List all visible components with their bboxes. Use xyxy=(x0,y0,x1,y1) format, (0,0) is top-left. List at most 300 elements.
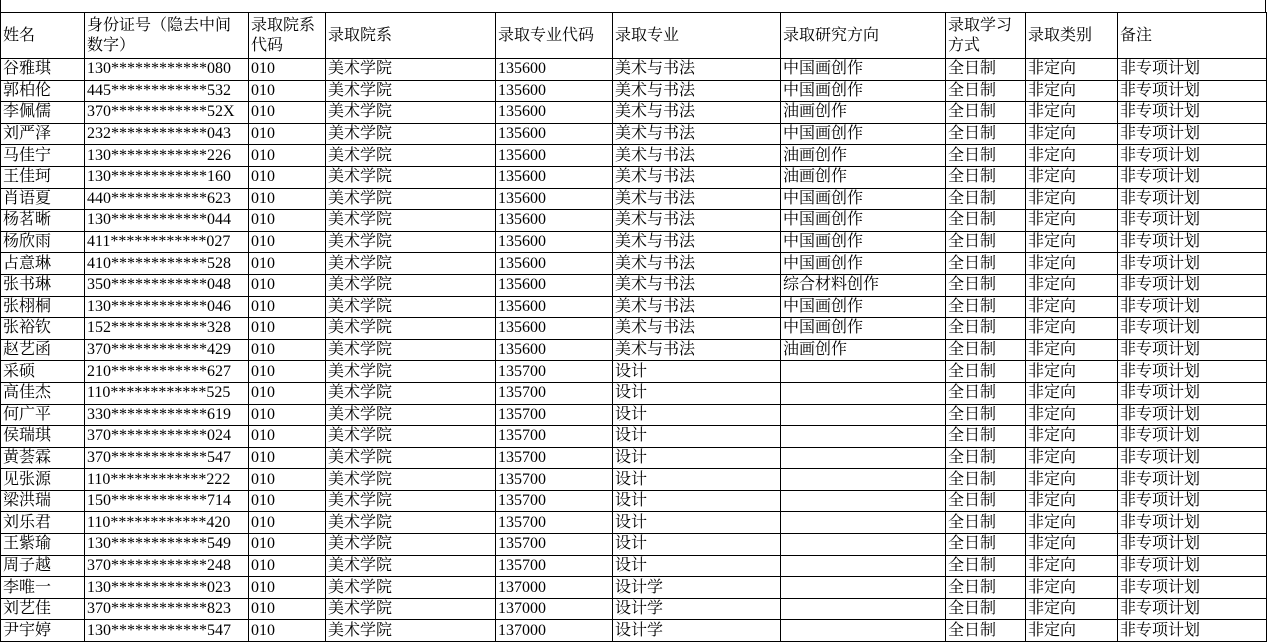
cell-dept: 美术学院 xyxy=(326,231,496,253)
cell-study-mode: 全日制 xyxy=(946,296,1026,318)
column-header-name: 姓名 xyxy=(1,13,85,59)
cell-major-code: 135600 xyxy=(496,253,613,275)
cell-dept-code: 010 xyxy=(249,534,326,556)
cell-name: 周子越 xyxy=(1,555,85,577)
cell-dept: 美术学院 xyxy=(326,620,496,642)
column-header-major: 录取专业 xyxy=(613,13,781,59)
cell-dept-code: 010 xyxy=(249,577,326,599)
cell-category: 非定向 xyxy=(1026,80,1118,102)
cell-direction xyxy=(781,555,946,577)
cell-dept-code: 010 xyxy=(249,210,326,232)
cell-dept: 美术学院 xyxy=(326,555,496,577)
cell-dept: 美术学院 xyxy=(326,80,496,102)
cell-dept-code: 010 xyxy=(249,426,326,448)
cell-study-mode: 全日制 xyxy=(946,210,1026,232)
cell-remark: 非专项计划 xyxy=(1118,469,1267,491)
cell-study-mode: 全日制 xyxy=(946,426,1026,448)
cell-id-number: 370************823 xyxy=(85,598,249,620)
cell-major: 设计 xyxy=(613,404,781,426)
table-row xyxy=(1,555,1267,577)
cell-remark: 非专项计划 xyxy=(1118,188,1267,210)
cell-remark: 非专项计划 xyxy=(1118,447,1267,469)
cell-name: 梁洪瑞 xyxy=(1,490,85,512)
table-row xyxy=(1,490,1267,512)
cell-id-number: 370************429 xyxy=(85,339,249,361)
cell-id-number: 130************547 xyxy=(85,620,249,642)
cell-id-number: 130************046 xyxy=(85,296,249,318)
cell-dept: 美术学院 xyxy=(326,404,496,426)
cell-major-code: 135700 xyxy=(496,469,613,491)
cell-study-mode: 全日制 xyxy=(946,382,1026,404)
cell-dept-code: 010 xyxy=(249,620,326,642)
cell-dept-code: 010 xyxy=(249,274,326,296)
cell-remark: 非专项计划 xyxy=(1118,426,1267,448)
cell-category: 非定向 xyxy=(1026,534,1118,556)
cell-name: 张裕钦 xyxy=(1,318,85,340)
cell-major-code: 135600 xyxy=(496,318,613,340)
cell-study-mode: 全日制 xyxy=(946,361,1026,383)
cell-direction xyxy=(781,469,946,491)
cell-major-code: 135700 xyxy=(496,534,613,556)
table-row xyxy=(1,253,1267,275)
column-header-dept: 录取院系 xyxy=(326,13,496,59)
cell-major: 美术与书法 xyxy=(613,296,781,318)
cell-dept-code: 010 xyxy=(249,447,326,469)
cell-category: 非定向 xyxy=(1026,166,1118,188)
cell-id-number: 370************248 xyxy=(85,555,249,577)
cell-dept-code: 010 xyxy=(249,512,326,534)
cell-direction: 中国画创作 xyxy=(781,318,946,340)
cell-direction xyxy=(781,426,946,448)
cell-category: 非定向 xyxy=(1026,59,1118,81)
cell-category: 非定向 xyxy=(1026,447,1118,469)
cell-name: 何广平 xyxy=(1,404,85,426)
cell-dept: 美术学院 xyxy=(326,598,496,620)
cell-major-code: 135600 xyxy=(496,231,613,253)
cell-remark: 非专项计划 xyxy=(1118,59,1267,81)
cell-major-code: 137000 xyxy=(496,620,613,642)
table-row xyxy=(1,80,1267,102)
cell-dept-code: 010 xyxy=(249,490,326,512)
cell-name: 黄荟霖 xyxy=(1,447,85,469)
cell-id-number: 110************525 xyxy=(85,382,249,404)
cell-dept: 美术学院 xyxy=(326,274,496,296)
cell-id-number: 130************044 xyxy=(85,210,249,232)
cell-study-mode: 全日制 xyxy=(946,620,1026,642)
cell-dept: 美术学院 xyxy=(326,490,496,512)
cell-remark: 非专项计划 xyxy=(1118,598,1267,620)
cell-study-mode: 全日制 xyxy=(946,534,1026,556)
cell-direction xyxy=(781,598,946,620)
cell-direction xyxy=(781,534,946,556)
cell-name: 马佳宁 xyxy=(1,145,85,167)
cell-major-code: 135700 xyxy=(496,426,613,448)
cell-major: 美术与书法 xyxy=(613,274,781,296)
cell-major: 美术与书法 xyxy=(613,339,781,361)
column-header-direction: 录取研究方向 xyxy=(781,13,946,59)
cell-direction: 中国画创作 xyxy=(781,188,946,210)
cell-major-code: 135600 xyxy=(496,166,613,188)
table-row xyxy=(1,296,1267,318)
cell-major: 设计 xyxy=(613,534,781,556)
cell-category: 非定向 xyxy=(1026,296,1118,318)
cell-major: 设计 xyxy=(613,382,781,404)
cell-id-number: 130************023 xyxy=(85,577,249,599)
table-row xyxy=(1,361,1267,383)
cell-dept: 美术学院 xyxy=(326,59,496,81)
cell-name: 赵艺函 xyxy=(1,339,85,361)
cell-id-number: 110************222 xyxy=(85,469,249,491)
cell-direction: 油画创作 xyxy=(781,145,946,167)
cell-study-mode: 全日制 xyxy=(946,253,1026,275)
cell-major-code: 135600 xyxy=(496,59,613,81)
cell-remark: 非专项计划 xyxy=(1118,555,1267,577)
cell-id-number: 152************328 xyxy=(85,318,249,340)
cell-category: 非定向 xyxy=(1026,253,1118,275)
cell-category: 非定向 xyxy=(1026,620,1118,642)
column-header-id-number: 身份证号（隐去中间数字） xyxy=(85,13,249,59)
cell-category: 非定向 xyxy=(1026,490,1118,512)
cell-dept-code: 010 xyxy=(249,296,326,318)
cell-id-number: 110************420 xyxy=(85,512,249,534)
column-header-major-code: 录取专业代码 xyxy=(496,13,613,59)
cell-study-mode: 全日制 xyxy=(946,577,1026,599)
cell-major-code: 135700 xyxy=(496,512,613,534)
cell-dept-code: 010 xyxy=(249,339,326,361)
cell-study-mode: 全日制 xyxy=(946,188,1026,210)
cell-remark: 非专项计划 xyxy=(1118,361,1267,383)
cell-major: 设计 xyxy=(613,426,781,448)
cell-study-mode: 全日制 xyxy=(946,339,1026,361)
table-row xyxy=(1,231,1267,253)
cell-id-number: 330************619 xyxy=(85,404,249,426)
cell-id-number: 130************080 xyxy=(85,59,249,81)
cell-remark: 非专项计划 xyxy=(1118,145,1267,167)
cell-category: 非定向 xyxy=(1026,102,1118,124)
cell-major: 美术与书法 xyxy=(613,166,781,188)
cell-major: 设计 xyxy=(613,512,781,534)
cell-study-mode: 全日制 xyxy=(946,59,1026,81)
cell-name: 张书琳 xyxy=(1,274,85,296)
cell-direction: 油画创作 xyxy=(781,166,946,188)
cell-category: 非定向 xyxy=(1026,512,1118,534)
cell-major-code: 137000 xyxy=(496,577,613,599)
cell-study-mode: 全日制 xyxy=(946,490,1026,512)
cell-name: 王佳珂 xyxy=(1,166,85,188)
cell-remark: 非专项计划 xyxy=(1118,123,1267,145)
cell-category: 非定向 xyxy=(1026,577,1118,599)
table-row xyxy=(1,598,1267,620)
table-row xyxy=(1,620,1267,642)
cell-name: 采硕 xyxy=(1,361,85,383)
cell-study-mode: 全日制 xyxy=(946,447,1026,469)
cell-direction: 中国画创作 xyxy=(781,253,946,275)
cell-dept-code: 010 xyxy=(249,469,326,491)
cell-id-number: 350************048 xyxy=(85,274,249,296)
cell-category: 非定向 xyxy=(1026,426,1118,448)
cell-remark: 非专项计划 xyxy=(1118,102,1267,124)
cell-dept: 美术学院 xyxy=(326,426,496,448)
cell-direction xyxy=(781,490,946,512)
cell-category: 非定向 xyxy=(1026,555,1118,577)
cell-dept: 美术学院 xyxy=(326,512,496,534)
cell-dept: 美术学院 xyxy=(326,361,496,383)
table-row xyxy=(1,577,1267,599)
cell-category: 非定向 xyxy=(1026,339,1118,361)
cell-name: 肖语夏 xyxy=(1,188,85,210)
table-body xyxy=(1,59,1267,642)
cell-major: 设计学 xyxy=(613,620,781,642)
cell-category: 非定向 xyxy=(1026,361,1118,383)
cell-direction: 中国画创作 xyxy=(781,210,946,232)
cell-dept: 美术学院 xyxy=(326,577,496,599)
cell-id-number: 130************160 xyxy=(85,166,249,188)
cell-study-mode: 全日制 xyxy=(946,404,1026,426)
cell-category: 非定向 xyxy=(1026,145,1118,167)
cell-name: 谷雅琪 xyxy=(1,59,85,81)
table-row xyxy=(1,188,1267,210)
cell-direction: 油画创作 xyxy=(781,339,946,361)
cell-id-number: 370************52X xyxy=(85,102,249,124)
cell-study-mode: 全日制 xyxy=(946,231,1026,253)
cell-dept: 美术学院 xyxy=(326,253,496,275)
cell-remark: 非专项计划 xyxy=(1118,274,1267,296)
cell-dept-code: 010 xyxy=(249,145,326,167)
cell-dept-code: 010 xyxy=(249,382,326,404)
cell-major-code: 135700 xyxy=(496,382,613,404)
cell-major: 设计 xyxy=(613,469,781,491)
cell-dept-code: 010 xyxy=(249,188,326,210)
cell-study-mode: 全日制 xyxy=(946,598,1026,620)
cell-major: 设计 xyxy=(613,361,781,383)
cell-major: 设计 xyxy=(613,490,781,512)
cell-major: 设计学 xyxy=(613,577,781,599)
cell-dept: 美术学院 xyxy=(326,102,496,124)
cell-major: 美术与书法 xyxy=(613,102,781,124)
cell-dept-code: 010 xyxy=(249,253,326,275)
cell-remark: 非专项计划 xyxy=(1118,512,1267,534)
cell-major: 设计 xyxy=(613,555,781,577)
cell-remark: 非专项计划 xyxy=(1118,490,1267,512)
cell-direction xyxy=(781,382,946,404)
cell-study-mode: 全日制 xyxy=(946,555,1026,577)
table-header xyxy=(1,13,1267,59)
cell-remark: 非专项计划 xyxy=(1118,620,1267,642)
cell-id-number: 445************532 xyxy=(85,80,249,102)
cell-category: 非定向 xyxy=(1026,318,1118,340)
cell-study-mode: 全日制 xyxy=(946,512,1026,534)
cell-name: 占意琳 xyxy=(1,253,85,275)
cell-id-number: 210************627 xyxy=(85,361,249,383)
cell-name: 李佩儒 xyxy=(1,102,85,124)
cell-major-code: 135700 xyxy=(496,447,613,469)
table-row xyxy=(1,59,1267,81)
cell-direction xyxy=(781,361,946,383)
cell-major-code: 135600 xyxy=(496,274,613,296)
cell-major: 美术与书法 xyxy=(613,145,781,167)
cell-dept-code: 010 xyxy=(249,59,326,81)
cell-dept: 美术学院 xyxy=(326,145,496,167)
cell-remark: 非专项计划 xyxy=(1118,253,1267,275)
table-row xyxy=(1,274,1267,296)
cell-major-code: 135600 xyxy=(496,102,613,124)
cell-name: 李唯一 xyxy=(1,577,85,599)
cell-direction xyxy=(781,404,946,426)
admission-list-table xyxy=(0,12,1267,642)
cell-category: 非定向 xyxy=(1026,123,1118,145)
cell-dept: 美术学院 xyxy=(326,534,496,556)
cell-name: 王紫瑜 xyxy=(1,534,85,556)
cell-major-code: 135600 xyxy=(496,296,613,318)
cell-dept: 美术学院 xyxy=(326,318,496,340)
cell-study-mode: 全日制 xyxy=(946,318,1026,340)
cell-category: 非定向 xyxy=(1026,274,1118,296)
table-row xyxy=(1,426,1267,448)
column-header-category: 录取类别 xyxy=(1026,13,1118,59)
cell-remark: 非专项计划 xyxy=(1118,404,1267,426)
cell-dept: 美术学院 xyxy=(326,188,496,210)
cell-major: 美术与书法 xyxy=(613,318,781,340)
cell-major-code: 137000 xyxy=(496,598,613,620)
table-row xyxy=(1,166,1267,188)
cell-category: 非定向 xyxy=(1026,382,1118,404)
cell-remark: 非专项计划 xyxy=(1118,166,1267,188)
cell-direction: 中国画创作 xyxy=(781,296,946,318)
cell-dept: 美术学院 xyxy=(326,166,496,188)
cell-category: 非定向 xyxy=(1026,231,1118,253)
cell-name: 杨欣雨 xyxy=(1,231,85,253)
cell-major-code: 135600 xyxy=(496,210,613,232)
cell-name: 刘乐君 xyxy=(1,512,85,534)
cell-study-mode: 全日制 xyxy=(946,469,1026,491)
cell-id-number: 440************623 xyxy=(85,188,249,210)
cell-direction: 中国画创作 xyxy=(781,231,946,253)
cell-dept: 美术学院 xyxy=(326,447,496,469)
cell-name: 刘艺佳 xyxy=(1,598,85,620)
cell-dept: 美术学院 xyxy=(326,339,496,361)
cell-major-code: 135600 xyxy=(496,188,613,210)
cell-direction: 油画创作 xyxy=(781,102,946,124)
table-row xyxy=(1,512,1267,534)
cell-major: 美术与书法 xyxy=(613,231,781,253)
cell-major-code: 135600 xyxy=(496,80,613,102)
cell-dept-code: 010 xyxy=(249,598,326,620)
cell-direction xyxy=(781,447,946,469)
cell-remark: 非专项计划 xyxy=(1118,534,1267,556)
cell-major: 美术与书法 xyxy=(613,59,781,81)
cell-dept-code: 010 xyxy=(249,123,326,145)
cell-major-code: 135700 xyxy=(496,490,613,512)
cell-id-number: 130************226 xyxy=(85,145,249,167)
cell-major: 设计 xyxy=(613,447,781,469)
cell-study-mode: 全日制 xyxy=(946,102,1026,124)
cell-study-mode: 全日制 xyxy=(946,145,1026,167)
cell-study-mode: 全日制 xyxy=(946,80,1026,102)
cell-dept-code: 010 xyxy=(249,80,326,102)
table-row xyxy=(1,145,1267,167)
header-row xyxy=(1,13,1267,59)
cell-id-number: 232************043 xyxy=(85,123,249,145)
cell-direction xyxy=(781,512,946,534)
cell-dept-code: 010 xyxy=(249,318,326,340)
table-row xyxy=(1,210,1267,232)
cell-major-code: 135600 xyxy=(496,123,613,145)
cell-major-code: 135600 xyxy=(496,145,613,167)
cell-id-number: 410************528 xyxy=(85,253,249,275)
cell-dept-code: 010 xyxy=(249,404,326,426)
cell-remark: 非专项计划 xyxy=(1118,231,1267,253)
cell-major-code: 135600 xyxy=(496,339,613,361)
cell-remark: 非专项计划 xyxy=(1118,80,1267,102)
cell-dept-code: 010 xyxy=(249,102,326,124)
cell-category: 非定向 xyxy=(1026,404,1118,426)
cell-major: 美术与书法 xyxy=(613,253,781,275)
cell-name: 张栩桐 xyxy=(1,296,85,318)
cell-direction xyxy=(781,577,946,599)
cell-major: 美术与书法 xyxy=(613,80,781,102)
cell-study-mode: 全日制 xyxy=(946,274,1026,296)
cell-name: 郭柏伦 xyxy=(1,80,85,102)
cell-name: 侯瑞琪 xyxy=(1,426,85,448)
cell-major: 设计学 xyxy=(613,598,781,620)
cell-category: 非定向 xyxy=(1026,210,1118,232)
cell-major: 美术与书法 xyxy=(613,210,781,232)
cell-study-mode: 全日制 xyxy=(946,166,1026,188)
table-row xyxy=(1,123,1267,145)
cell-dept: 美术学院 xyxy=(326,382,496,404)
cell-id-number: 150************714 xyxy=(85,490,249,512)
cell-dept-code: 010 xyxy=(249,166,326,188)
cell-id-number: 411************027 xyxy=(85,231,249,253)
cell-name: 刘严泽 xyxy=(1,123,85,145)
table-row xyxy=(1,447,1267,469)
cell-direction: 中国画创作 xyxy=(781,59,946,81)
cell-dept: 美术学院 xyxy=(326,123,496,145)
cell-major: 美术与书法 xyxy=(613,123,781,145)
cell-study-mode: 全日制 xyxy=(946,123,1026,145)
cell-dept: 美术学院 xyxy=(326,210,496,232)
cell-dept-code: 010 xyxy=(249,555,326,577)
table-row xyxy=(1,534,1267,556)
cell-major: 美术与书法 xyxy=(613,188,781,210)
cell-id-number: 370************024 xyxy=(85,426,249,448)
table-row xyxy=(1,469,1267,491)
cell-id-number: 130************549 xyxy=(85,534,249,556)
cell-remark: 非专项计划 xyxy=(1118,382,1267,404)
cell-dept: 美术学院 xyxy=(326,469,496,491)
table-row xyxy=(1,339,1267,361)
table-row xyxy=(1,382,1267,404)
table-row xyxy=(1,404,1267,426)
cell-remark: 非专项计划 xyxy=(1118,210,1267,232)
column-header-study-mode: 录取学习方式 xyxy=(946,13,1026,59)
cell-remark: 非专项计划 xyxy=(1118,577,1267,599)
cell-dept-code: 010 xyxy=(249,361,326,383)
cell-dept-code: 010 xyxy=(249,231,326,253)
cell-remark: 非专项计划 xyxy=(1118,318,1267,340)
cell-direction: 中国画创作 xyxy=(781,123,946,145)
cell-direction: 中国画创作 xyxy=(781,80,946,102)
column-header-remark: 备注 xyxy=(1118,13,1267,59)
cell-major-code: 135700 xyxy=(496,555,613,577)
cell-category: 非定向 xyxy=(1026,469,1118,491)
cell-remark: 非专项计划 xyxy=(1118,296,1267,318)
cell-remark: 非专项计划 xyxy=(1118,339,1267,361)
cell-name: 杨茗晰 xyxy=(1,210,85,232)
column-header-dept-code: 录取院系代码 xyxy=(249,13,326,59)
cell-category: 非定向 xyxy=(1026,598,1118,620)
cell-dept: 美术学院 xyxy=(326,296,496,318)
